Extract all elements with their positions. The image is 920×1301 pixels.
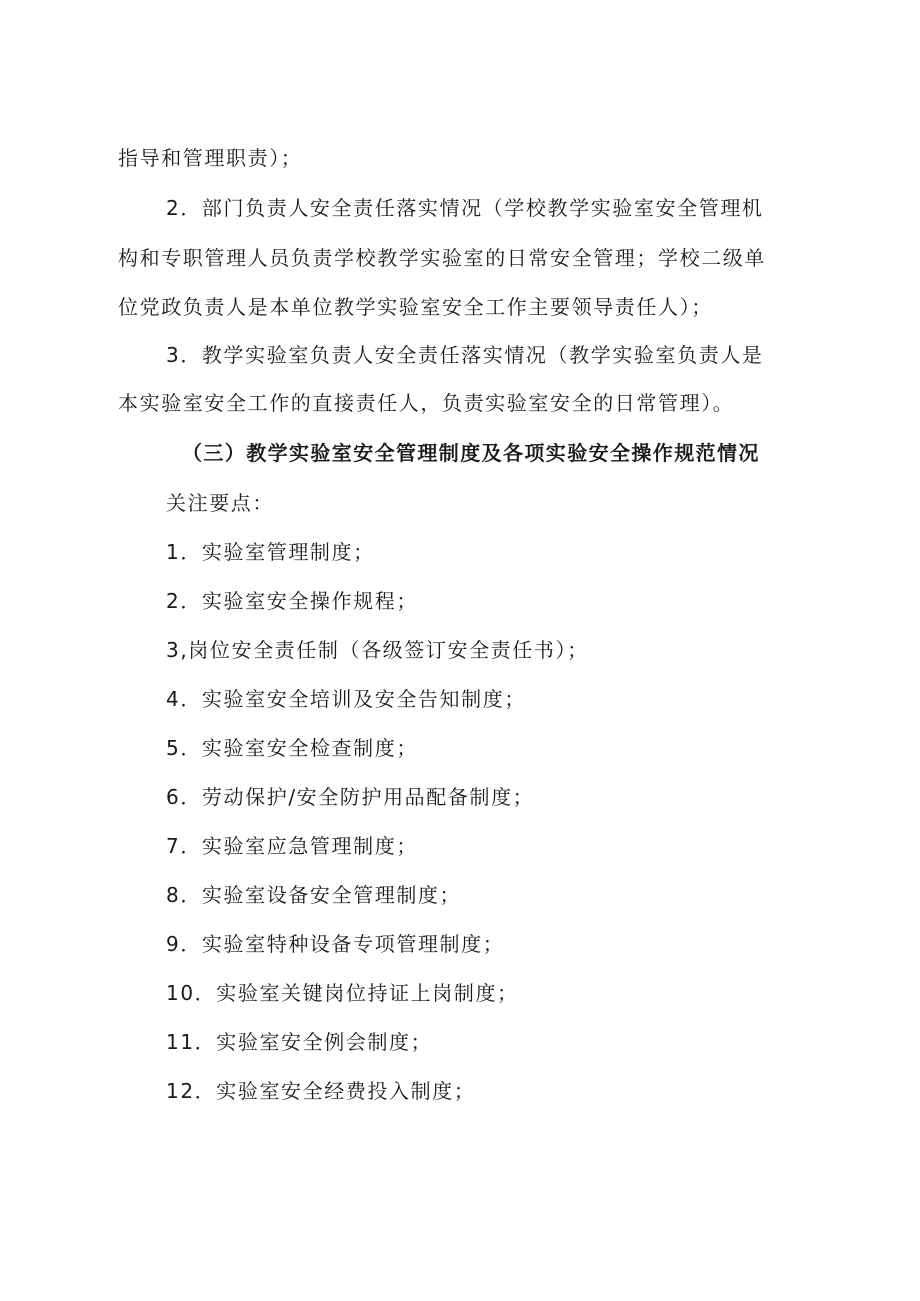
paragraph-line: 指导和管理职责）； [118,146,303,170]
list-item: 6．劳动保护/安全防护用品配备制度； [166,785,535,809]
list-item: 5．实验室安全检查制度； [166,736,418,760]
list-item: 4．实验室安全培训及安全告知制度； [166,687,526,711]
list-item: 8．实验室设备安全管理制度； [166,883,462,907]
list-item: 2．实验室安全操作规程； [166,589,418,613]
list-item: 9．实验室特种设备专项管理制度； [166,932,505,956]
list-item-lab-head: 3．教学实验室负责人安全责任落实情况（教学实验室负责人是 [166,343,764,367]
list-item: 7．实验室应急管理制度； [166,834,418,858]
list-item-dept-head: 2．部门负责人安全责任落实情况（学校教学实验室安全管理机 [166,196,764,220]
list-item: 12．实验室安全经费投入制度； [166,1079,476,1103]
list-item: 11．实验室安全例会制度； [166,1030,433,1054]
section-heading: （三）教学实验室安全管理制度及各项实验安全操作规范情况 [182,441,760,465]
list-item: 3,岗位安全责任制（各级签订安全责任书）； [166,638,589,662]
focus-points-label: 关注要点： [166,491,274,515]
paragraph-line: 构和专职管理人员负责学校教学实验室的日常安全管理；学校二级单 [118,246,766,270]
list-item: 10．实验室关键岗位持证上岗制度； [166,981,519,1005]
paragraph-line: 本实验室安全工作的直接责任人，负责实验室安全的日常管理）。 [118,391,735,415]
list-item: 1．实验室管理制度； [166,540,375,564]
paragraph-line: 位党政负责人是本单位教学实验室安全工作主要领导责任人）； [118,295,713,319]
